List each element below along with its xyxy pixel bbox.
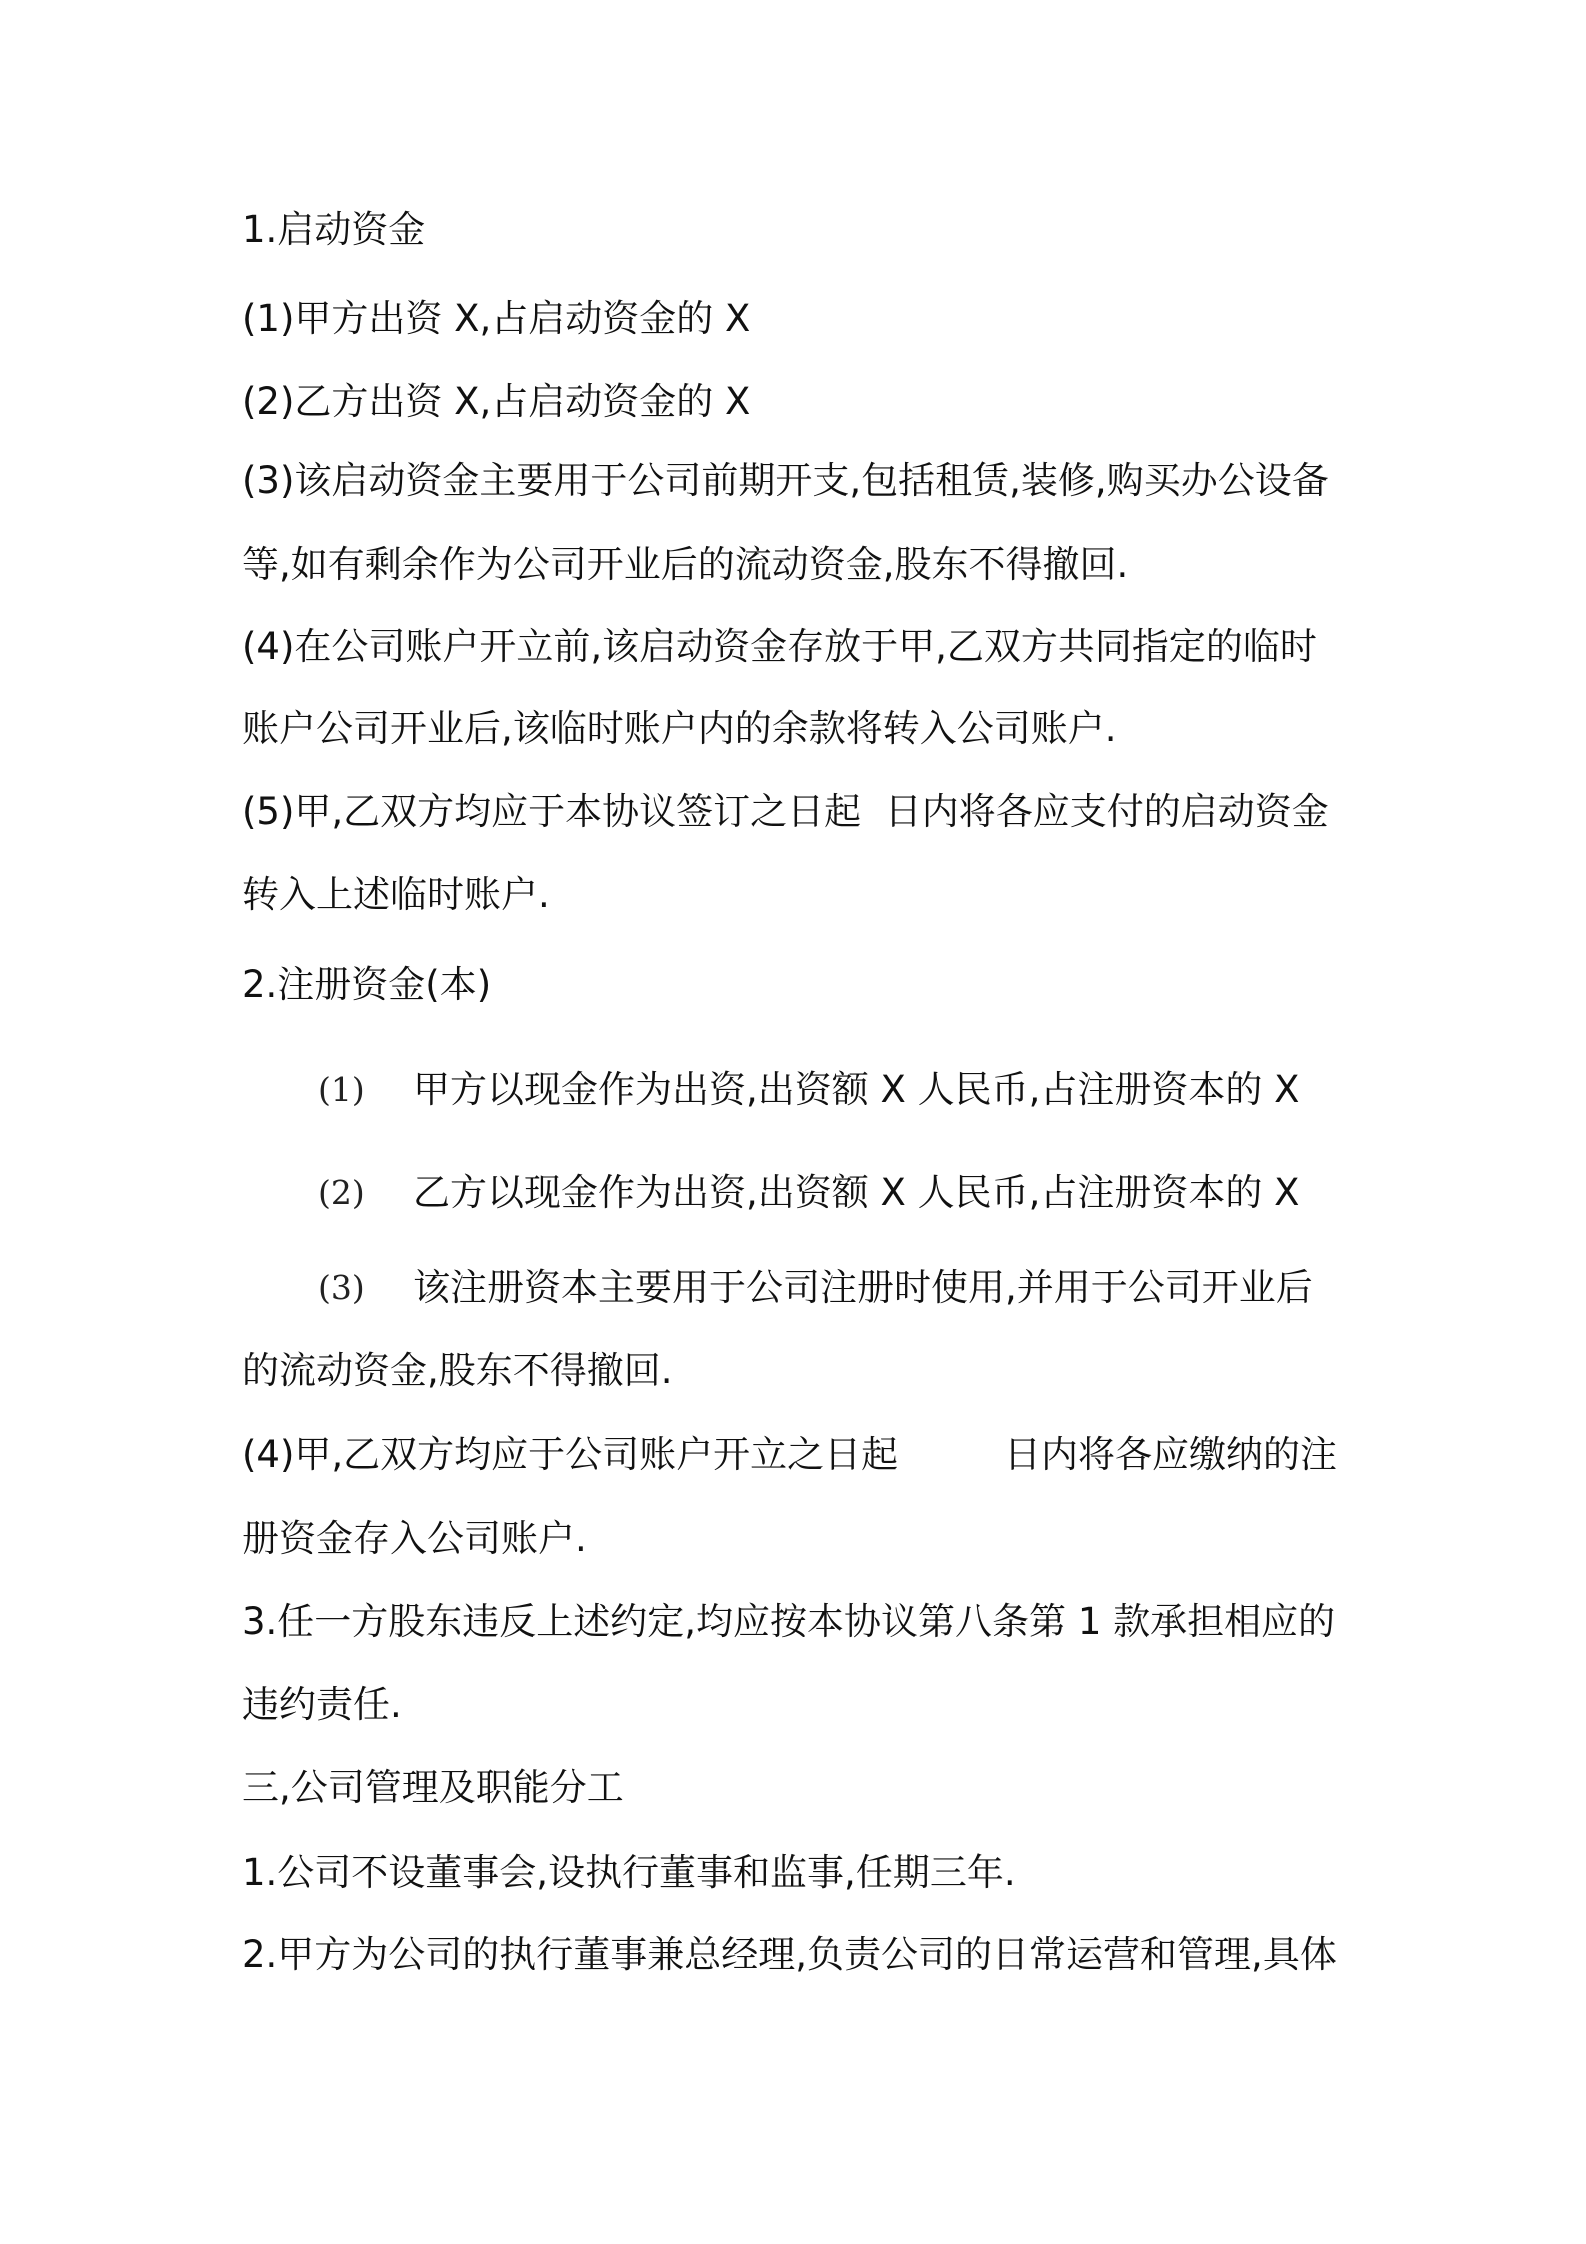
- paragraph-line: (5)甲,乙双方均应于本协议签订之日起 日内将各应支付的启动资金: [242, 790, 1329, 833]
- paragraph-line: 的流动资金,股东不得撤回.: [242, 1349, 673, 1392]
- paragraph-line: (1)甲方出资 X,占启动资金的 X: [242, 297, 751, 340]
- paragraph-line: 2.甲方为公司的执行董事兼总经理,负责公司的日常运营和管理,具体: [242, 1933, 1337, 1976]
- paragraph-line: (4)甲,乙双方均应于公司账户开立之日起 日内将各应缴纳的注: [242, 1433, 1338, 1476]
- section-heading-startup-capital: 1.启动资金: [242, 208, 426, 251]
- list-item-text: 乙方以现金作为出资,出资额 X 人民币,占注册资本的 X: [413, 1171, 1300, 1214]
- list-item-text: 该注册资本主要用于公司注册时使用,并用于公司开业后: [413, 1266, 1313, 1309]
- paragraph-line: 册资金存入公司账户.: [242, 1517, 587, 1560]
- paragraph-line: (3)该启动资金主要用于公司前期开支,包括租赁,装修,购买办公设备: [242, 459, 1329, 502]
- list-number: (3): [318, 1268, 365, 1307]
- paragraph-line: (2)乙方出资 X,占启动资金的 X: [242, 380, 751, 423]
- list-item-text: 甲方以现金作为出资,出资额 X 人民币,占注册资本的 X: [413, 1068, 1300, 1111]
- section-heading-management: 三,公司管理及职能分工: [242, 1766, 624, 1809]
- paragraph-line: 3.任一方股东违反上述约定,均应按本协议第八条第 1 款承担相应的: [242, 1600, 1336, 1643]
- list-number: (2): [318, 1173, 365, 1212]
- section-heading-registered-capital: 2.注册资金(本): [242, 963, 492, 1006]
- list-number: (1): [318, 1070, 365, 1109]
- paragraph-line: 1.公司不设董事会,设执行董事和监事,任期三年.: [242, 1851, 1016, 1894]
- paragraph-line: 转入上述临时账户.: [242, 873, 550, 916]
- paragraph-line: 等,如有剩余作为公司开业后的流动资金,股东不得撤回.: [242, 543, 1129, 586]
- paragraph-line: (4)在公司账户开立前,该启动资金存放于甲,乙双方共同指定的临时: [242, 625, 1317, 668]
- paragraph-line: 账户公司开业后,该临时账户内的余款将转入公司账户.: [242, 707, 1117, 750]
- paragraph-line: 违约责任.: [242, 1683, 402, 1726]
